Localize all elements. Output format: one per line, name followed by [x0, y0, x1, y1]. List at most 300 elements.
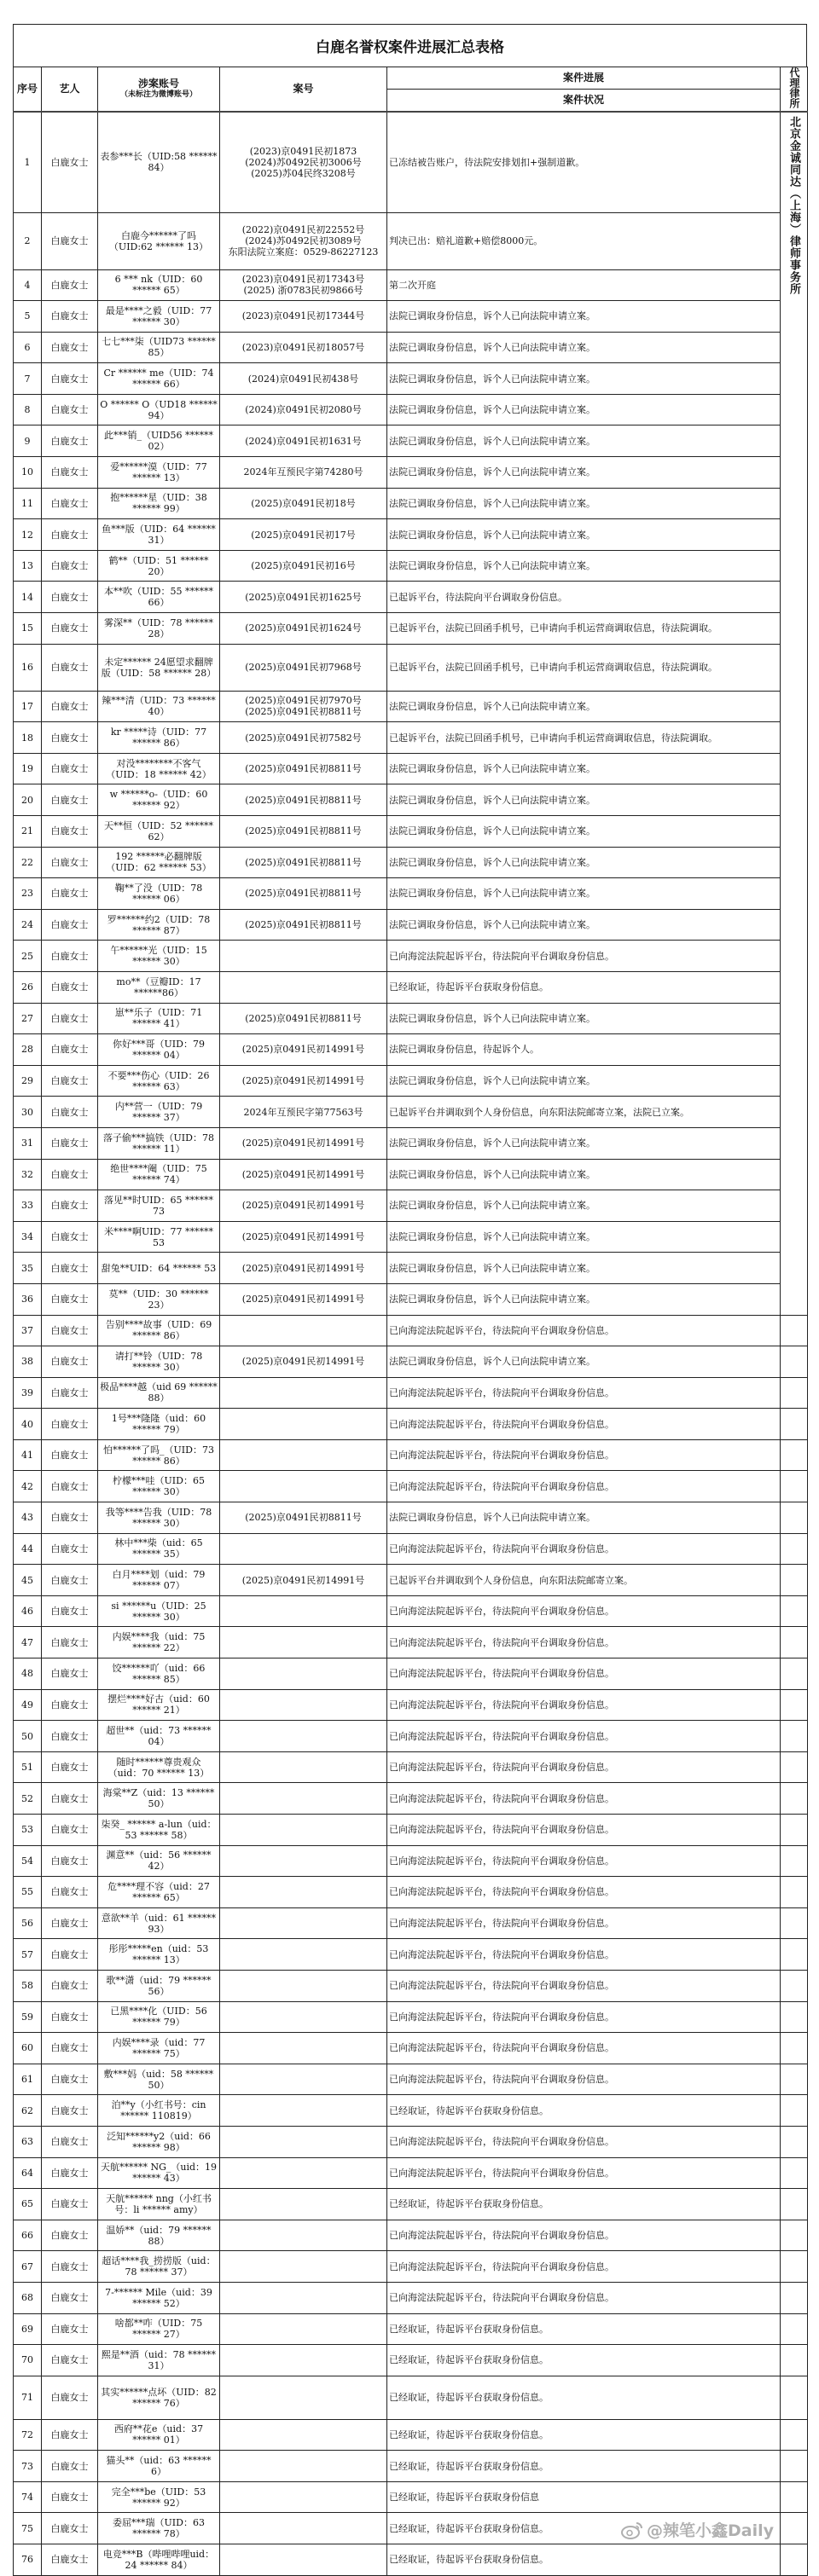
account-cell: 对没********不客气（UID：18 ****** 42） [98, 753, 220, 784]
artist-cell: 白鹿女士 [42, 1721, 98, 1752]
law-firm-cell-empty [781, 2513, 808, 2544]
account-cell: 未定****** 24愿望求翻牌版（UID：58 ****** 28） [98, 644, 220, 691]
row-number: 47 [14, 1627, 42, 1658]
account-cell: 危****理不容（uid：27 ****** 65） [98, 1877, 220, 1908]
artist-cell: 白鹿女士 [42, 519, 98, 551]
law-firm-cell-empty [781, 1533, 808, 1565]
case-number: (2023)京0491民初17344号 [241, 310, 365, 322]
law-firm-cell-empty [781, 1939, 808, 1971]
row-number: 11 [14, 488, 42, 519]
case-number-cell [220, 1221, 387, 1253]
table-row [14, 816, 808, 848]
artist-cell: 白鹿女士 [42, 784, 98, 816]
case-number-cell [220, 519, 387, 551]
row-number: 48 [14, 1658, 42, 1690]
case-number-cell [220, 691, 387, 722]
account-cell: 泊**y（小红书号：cin ****** 110819） [98, 2095, 220, 2127]
case-status-cell: 法院已调取身份信息，诉个人已向法院申请立案。 [387, 1127, 781, 1159]
artist-cell: 白鹿女士 [42, 1097, 98, 1128]
case-number-cell [220, 2033, 387, 2064]
table-row [14, 301, 808, 333]
account-cell: 告别****故事（UID：69 ****** 86） [98, 1315, 220, 1346]
artist-cell: 白鹿女士 [42, 1970, 98, 2001]
artist-cell: 白鹿女士 [42, 1939, 98, 1971]
case-number: (2024)苏0492民初3006号 [245, 156, 362, 168]
account-cell: 其实******点坏（UID：82 ****** 76） [98, 2376, 220, 2419]
case-status-cell: 法院已调取身份信息，诉个人已向法院申请立案。 [387, 519, 781, 551]
table-header [14, 67, 808, 113]
case-number: (2025)京0491民初14991号 [241, 1231, 365, 1243]
case-number-cell [220, 1409, 387, 1440]
account-cell: 此***销_（UID56 ****** 02） [98, 425, 220, 457]
row-number: 2 [14, 212, 42, 269]
header-artist: 艺人 [42, 67, 98, 113]
artist-cell: 白鹿女士 [42, 2419, 98, 2451]
case-number-cell [220, 2220, 387, 2251]
law-firm-cell-empty [781, 1815, 808, 1846]
case-status-cell: 已向海淀法院起诉平台，待法院向平台调取身份信息。 [387, 1377, 781, 1409]
artist-cell: 白鹿女士 [42, 1595, 98, 1627]
table-row [14, 457, 808, 489]
case-status-cell: 法院已调取身份信息，诉个人已向法院申请立案。 [387, 1065, 781, 1097]
case-status-cell: 法院已调取身份信息，诉个人已向法院申请立案。 [387, 878, 781, 910]
account-cell: 超话****我_捞捞版（uid：78 ****** 37） [98, 2251, 220, 2283]
case-status-cell: 法院已调取身份信息，诉个人已向法院申请立案。 [387, 301, 781, 333]
header-account-note: （未标注为微博账号） [119, 90, 197, 99]
artist-cell: 白鹿女士 [42, 613, 98, 645]
account-cell: kr *****诗（UID：77 ****** 86） [98, 722, 220, 754]
row-number: 67 [14, 2251, 42, 2283]
table-row [14, 1315, 808, 1346]
account-cell: 鱼***版（UID：64 ****** 31） [98, 519, 220, 551]
artist-cell: 白鹿女士 [42, 2220, 98, 2251]
law-firm-cell-empty [781, 1658, 808, 1690]
law-firm-cell-empty [781, 1377, 808, 1409]
header-case-no: 案号 [220, 67, 387, 113]
case-status-cell: 已经取证，待起诉平台获取身份信息。 [387, 2544, 781, 2576]
case-number-cell [220, 112, 387, 212]
row-number: 36 [14, 1283, 42, 1315]
case-status-cell: 已向海淀法院起诉平台，待法院向平台调取身份信息。 [387, 2251, 781, 2283]
case-number: (2025)京0491民初8811号 [245, 919, 362, 931]
row-number: 71 [14, 2376, 42, 2419]
case-number-cell [220, 2157, 387, 2189]
case-status-cell: 法院已调取身份信息，诉个人已向法院申请立案。 [387, 332, 781, 363]
account-cell: 意欲**羊（uid：61 ****** 93） [98, 1907, 220, 1939]
row-number: 43 [14, 1502, 42, 1534]
artist-cell: 白鹿女士 [42, 457, 98, 489]
account-cell: 192 ******必翻牌版（UID：62 ****** 53） [98, 847, 220, 878]
case-number-cell [220, 2451, 387, 2482]
row-number: 24 [14, 909, 42, 941]
row-number: 20 [14, 784, 42, 816]
account-cell: 表参***长（UID:58 ****** 84） [98, 112, 220, 212]
case-status-cell: 法院已调取身份信息，诉个人已向法院申请立案。 [387, 784, 781, 816]
table-row [14, 1907, 808, 1939]
case-status-cell: 法院已调取身份信息，诉个人已向法院申请立案。 [387, 909, 781, 941]
table-row [14, 2157, 808, 2189]
row-number: 49 [14, 1689, 42, 1721]
row-number: 26 [14, 971, 42, 1003]
case-status-cell: 已向海淀法院起诉平台，待法院向平台调取身份信息。 [387, 1689, 781, 1721]
law-firm-cell-empty [781, 1689, 808, 1721]
case-number-cell [220, 2544, 387, 2576]
case-number-cell [220, 1253, 387, 1284]
table-row [14, 1127, 808, 1159]
case-number-cell [220, 1127, 387, 1159]
account-cell: Cr ****** me（UID：74 ****** 66） [98, 363, 220, 395]
case-number: (2025)京0491民初8811号 [245, 706, 362, 718]
row-number: 52 [14, 1783, 42, 1815]
artist-cell: 白鹿女士 [42, 582, 98, 613]
header-progress: 案件进展 [387, 67, 781, 90]
case-number-cell [220, 2251, 387, 2283]
case-number-cell [220, 1877, 387, 1908]
case-number-cell [220, 1283, 387, 1315]
case-status-cell: 法院已调取身份信息，诉个人已向法院申请立案。 [387, 1502, 781, 1534]
table-row [14, 2033, 808, 2064]
row-number: 9 [14, 425, 42, 457]
case-status-cell: 已向海淀法院起诉平台，待法院向平台调取身份信息。 [387, 1815, 781, 1846]
artist-cell: 白鹿女士 [42, 112, 98, 212]
account-cell: si ******u（UID：25 ****** 30） [98, 1595, 220, 1627]
table-row [14, 971, 808, 1003]
case-status-cell: 已向海淀法院起诉平台，待法院向平台调取身份信息。 [387, 2001, 781, 2033]
case-status-cell: 已起诉平台并调取到个人身份信息，向东阳法院邮寄立案，法院已立案。 [387, 1097, 781, 1128]
artist-cell: 白鹿女士 [42, 2251, 98, 2283]
law-firm-cell-empty [781, 1783, 808, 1815]
case-status-cell: 已向海淀法院起诉平台，待法院向平台调取身份信息。 [387, 1877, 781, 1908]
artist-cell: 白鹿女士 [42, 644, 98, 691]
row-number: 16 [14, 644, 42, 691]
table-row [14, 550, 808, 582]
case-number-cell [220, 363, 387, 395]
table-row [14, 1346, 808, 1378]
account-cell: 鹤**（UID：51 ****** 20） [98, 550, 220, 582]
artist-cell: 白鹿女士 [42, 878, 98, 910]
case-number-cell [220, 2345, 387, 2376]
artist-cell: 白鹿女士 [42, 1377, 98, 1409]
row-number: 25 [14, 941, 42, 972]
case-number-cell [220, 878, 387, 910]
case-number: (2025)京0491民初14991号 [241, 1262, 365, 1274]
account-cell: 请打**铃（UID：78 ****** 30） [98, 1346, 220, 1378]
watermark [621, 2518, 774, 2541]
table-row [14, 2282, 808, 2313]
artist-cell: 白鹿女士 [42, 1502, 98, 1534]
artist-cell: 白鹿女士 [42, 1346, 98, 1378]
case-number: (2025)京0491民初7582号 [245, 732, 362, 744]
case-number-cell [220, 1689, 387, 1721]
case-status-cell: 法院已调取身份信息，诉个人已向法院申请立案。 [387, 753, 781, 784]
case-number-cell [220, 1907, 387, 1939]
artist-cell: 白鹿女士 [42, 971, 98, 1003]
account-cell: 我等****告我（UID：78 ****** 30） [98, 1502, 220, 1534]
case-number: (2025)京0491民初14991号 [241, 1044, 365, 1056]
case-number: (2025)京0491民初18号 [251, 497, 356, 509]
account-cell: 崽**乐子（UID：71 ****** 41） [98, 1003, 220, 1034]
artist-cell: 白鹿女士 [42, 2345, 98, 2376]
case-number-cell [220, 1502, 387, 1534]
case-status-cell: 法院已调取身份信息，诉个人已向法院申请立案。 [387, 363, 781, 395]
case-number: 东阳法院立案庭：0529-86227123 [228, 246, 379, 258]
row-number: 6 [14, 332, 42, 363]
case-status-cell: 已经取证，待起诉平台获取身份信息。 [387, 2095, 781, 2127]
artist-cell: 白鹿女士 [42, 550, 98, 582]
table-row [14, 722, 808, 754]
case-number: (2025)京0491民初8811号 [245, 825, 362, 837]
header-firm-label: 代理律所 [788, 67, 800, 108]
case-number-cell [220, 613, 387, 645]
account-cell: 白鹿今******了吗（UID:62 ****** 13） [98, 212, 220, 269]
case-status-cell: 法院已调取身份信息，诉个人已向法院申请立案。 [387, 1221, 781, 1253]
case-number-cell [220, 2095, 387, 2127]
account-cell: 林中***柴（uid：65 ****** 35） [98, 1533, 220, 1565]
artist-cell: 白鹿女士 [42, 2544, 98, 2576]
artist-cell: 白鹿女士 [42, 2282, 98, 2313]
case-status-cell: 判决已出：赔礼道歉+赔偿8000元。 [387, 212, 781, 269]
table-row [14, 112, 808, 212]
case-status-cell: 法院已调取身份信息，诉个人已向法院申请立案。 [387, 394, 781, 425]
table-row [14, 1721, 808, 1752]
table-row [14, 2064, 808, 2095]
case-number-cell [220, 1190, 387, 1222]
case-number-cell [220, 1595, 387, 1627]
table-row [14, 488, 808, 519]
case-number: (2025)京0491民初7970号 [245, 695, 362, 707]
table-row [14, 941, 808, 972]
table-row [14, 1845, 808, 1877]
case-number: (2024)京0491民初2080号 [245, 404, 362, 416]
row-number: 32 [14, 1159, 42, 1190]
law-firm-cell [781, 112, 808, 1315]
row-number: 54 [14, 1845, 42, 1877]
case-number-cell [220, 1471, 387, 1502]
case-number-cell [220, 269, 387, 301]
account-cell: 温娇**（uid：79 ****** 88） [98, 2220, 220, 2251]
row-number: 18 [14, 722, 42, 754]
account-cell: 内**营一（UID：79 ****** 37） [98, 1097, 220, 1128]
artist-cell: 白鹿女士 [42, 1409, 98, 1440]
row-number: 44 [14, 1533, 42, 1565]
account-cell: 歌**潇（uid：79 ****** 56） [98, 1970, 220, 2001]
law-firm-cell-empty [781, 2033, 808, 2064]
row-number: 19 [14, 753, 42, 784]
row-number: 46 [14, 1595, 42, 1627]
row-number: 35 [14, 1253, 42, 1284]
account-cell: 莫**（UID：30 ****** 23） [98, 1283, 220, 1315]
row-number: 22 [14, 847, 42, 878]
table-row [14, 1065, 808, 1097]
table-row [14, 2220, 808, 2251]
law-firm-cell-empty [781, 1315, 808, 1346]
table-row [14, 363, 808, 395]
row-number: 29 [14, 1065, 42, 1097]
row-number: 12 [14, 519, 42, 551]
case-number-cell [220, 332, 387, 363]
account-cell: 最是****之毅（UID：77 ****** 30） [98, 301, 220, 333]
case-number: 2024年互预民字第77563号 [243, 1106, 363, 1118]
law-firm-cell-empty [781, 2001, 808, 2033]
case-status-cell: 已向海淀法院起诉平台，待法院向平台调取身份信息。 [387, 2220, 781, 2251]
table-row [14, 2126, 808, 2157]
table-row [14, 2376, 808, 2419]
law-firm-cell-empty [781, 2251, 808, 2283]
case-status-cell: 法院已调取身份信息，诉个人已向法院申请立案。 [387, 457, 781, 489]
case-status-cell: 已向海淀法院起诉平台，待法院向平台调取身份信息。 [387, 1783, 781, 1815]
row-number: 37 [14, 1315, 42, 1346]
artist-cell: 白鹿女士 [42, 2376, 98, 2419]
artist-cell: 白鹿女士 [42, 1471, 98, 1502]
account-cell: 超世**（uid：73 ****** 04） [98, 1721, 220, 1752]
case-number-cell [220, 644, 387, 691]
account-cell: 内娱****录（uid：77 ****** 75） [98, 2033, 220, 2064]
table-row [14, 1595, 808, 1627]
artist-cell: 白鹿女士 [42, 1315, 98, 1346]
row-number: 61 [14, 2064, 42, 2095]
account-cell: 绝世****阉（UID：75 ****** 74） [98, 1159, 220, 1190]
account-cell: 七七***柒（UID73 ****** 85） [98, 332, 220, 363]
row-number: 56 [14, 1907, 42, 1939]
case-status-cell: 已经取证，待起诉平台获取身份信息 [387, 2481, 781, 2513]
row-number: 64 [14, 2157, 42, 2189]
table-row [14, 1658, 808, 1690]
case-number-cell [220, 582, 387, 613]
summary-sheet [13, 24, 807, 2576]
case-number-cell [220, 2313, 387, 2345]
case-number: (2025)京0491民初1625号 [245, 591, 362, 603]
account-cell: 6 *** nk（UID：60 ****** 65） [98, 269, 220, 301]
table-row [14, 1439, 808, 1471]
case-status-cell: 已向海淀法院起诉平台，待法院向平台调取身份信息。 [387, 1751, 781, 1783]
case-status-cell: 已经取证，待起诉平台获取身份信息。 [387, 2451, 781, 2482]
law-firm-cell-empty [781, 2095, 808, 2127]
law-firm-cell-empty [781, 2126, 808, 2157]
case-number: (2024)京0491民初1631号 [245, 435, 362, 447]
row-number: 50 [14, 1721, 42, 1752]
table-row [14, 425, 808, 457]
case-number: (2025)京0491民初14991号 [241, 1356, 365, 1368]
account-cell: 雾深**（UID：78 ****** 28） [98, 613, 220, 645]
case-number-cell [220, 2282, 387, 2313]
case-status-cell: 已起诉平台，法院已回函手机号，已申请向手机运营商调取信息，待法院调取。 [387, 722, 781, 754]
artist-cell: 白鹿女士 [42, 722, 98, 754]
row-number: 53 [14, 1815, 42, 1846]
account-cell: 饺******吖（uid：66 ****** 85） [98, 1658, 220, 1690]
row-number: 5 [14, 301, 42, 333]
account-cell: 辣***清（UID：73 ****** 40） [98, 691, 220, 722]
case-number-cell [220, 2189, 387, 2220]
account-cell: 西府**花e（uid：37 ****** 01） [98, 2419, 220, 2451]
case-status-cell: 法院已调取身份信息，诉个人已向法院申请立案。 [387, 1003, 781, 1034]
law-firm-cell-empty [781, 1409, 808, 1440]
artist-cell: 白鹿女士 [42, 425, 98, 457]
case-number-cell [220, 1346, 387, 1378]
row-number: 72 [14, 2419, 42, 2451]
case-number-cell [220, 488, 387, 519]
account-cell: 电竞***B（哔哩哔哩uid：24 ****** 84） [98, 2544, 220, 2576]
case-number-cell [220, 457, 387, 489]
case-status-cell: 已起诉平台，法院已回函手机号，已申请向手机运营商调取信息，待法院调取。 [387, 613, 781, 645]
table-row [14, 784, 808, 816]
case-number-cell [220, 722, 387, 754]
artist-cell: 白鹿女士 [42, 1627, 98, 1658]
table-row [14, 2251, 808, 2283]
table-row [14, 1689, 808, 1721]
row-number: 63 [14, 2126, 42, 2157]
case-status-cell: 已起诉平台，法院已回函手机号，已申请向手机运营商调取信息，待法院调取。 [387, 644, 781, 691]
artist-cell: 白鹿女士 [42, 363, 98, 395]
case-number-cell [220, 2419, 387, 2451]
case-number: (2025) 浙0783民初9866号 [243, 285, 363, 297]
case-number: (2025)京0491民初8811号 [245, 794, 362, 806]
account-cell: 不要***伤心（UID：26 ****** 63） [98, 1065, 220, 1097]
case-status-cell: 已向海淀法院起诉平台，待法院向平台调取身份信息。 [387, 1907, 781, 1939]
table-row [14, 1097, 808, 1128]
case-number-cell [220, 301, 387, 333]
account-cell: w ******o-（UID：60 ****** 92） [98, 784, 220, 816]
case-number-cell [220, 1565, 387, 1596]
account-cell: 午******光（UID：15 ****** 30） [98, 941, 220, 972]
row-number: 69 [14, 2313, 42, 2345]
case-number-cell [220, 909, 387, 941]
row-number: 8 [14, 394, 42, 425]
table-row [14, 2451, 808, 2482]
case-number-cell [220, 550, 387, 582]
artist-cell: 白鹿女士 [42, 1283, 98, 1315]
weibo-logo-icon [621, 2521, 643, 2539]
row-number: 27 [14, 1003, 42, 1034]
case-number-cell [220, 1783, 387, 1815]
case-status-cell: 已经取证，待起诉平台获取身份信息。 [387, 971, 781, 1003]
case-status-cell: 已向海淀法院起诉平台，待法院向平台调取身份信息。 [387, 1409, 781, 1440]
artist-cell: 白鹿女士 [42, 1221, 98, 1253]
law-firm-cell-empty [781, 1751, 808, 1783]
case-status-cell: 已向海淀法院起诉平台，待法院向平台调取身份信息。 [387, 2282, 781, 2313]
case-status-cell: 已向海淀法院起诉平台，待法院向平台调取身份信息。 [387, 2157, 781, 2189]
account-cell: 鞠**了没（UID：78 ****** 06） [98, 878, 220, 910]
table-row [14, 1502, 808, 1534]
artist-cell: 白鹿女士 [42, 1658, 98, 1690]
law-firm-cell-empty [781, 2282, 808, 2313]
account-cell: 彤彤*****en（uid：53 ****** 13） [98, 1939, 220, 1971]
law-firm-cell-empty [781, 1595, 808, 1627]
account-cell: 天航****** nng（小红书号：li ****** amy） [98, 2189, 220, 2220]
artist-cell: 白鹿女士 [42, 1439, 98, 1471]
row-number: 17 [14, 691, 42, 722]
row-number: 59 [14, 2001, 42, 2033]
table-row [14, 2095, 808, 2127]
header-account [98, 67, 220, 113]
artist-cell: 白鹿女士 [42, 1877, 98, 1908]
artist-cell: 白鹿女士 [42, 753, 98, 784]
artist-cell: 白鹿女士 [42, 1003, 98, 1034]
row-number: 21 [14, 816, 42, 848]
table-row [14, 1159, 808, 1190]
law-firm-cell-empty [781, 1970, 808, 2001]
case-status-cell: 已经取证，待起诉平台获取身份信息。 [387, 2419, 781, 2451]
sheet-title: 白鹿名誉权案件进展汇总表格 [13, 24, 807, 67]
artist-cell: 白鹿女士 [42, 1190, 98, 1222]
account-cell: 完全***be（UID：53 ****** 92） [98, 2481, 220, 2513]
artist-cell: 白鹿女士 [42, 816, 98, 848]
law-firm-cell-empty [781, 2544, 808, 2576]
case-number-cell [220, 1159, 387, 1190]
law-firm-cell-empty [781, 1502, 808, 1534]
artist-cell: 白鹿女士 [42, 847, 98, 878]
law-firm-name: 北京金诚同达（上海）律师事务所 [787, 116, 800, 295]
account-cell: 摆烂****好古（uid：60 ****** 21） [98, 1689, 220, 1721]
